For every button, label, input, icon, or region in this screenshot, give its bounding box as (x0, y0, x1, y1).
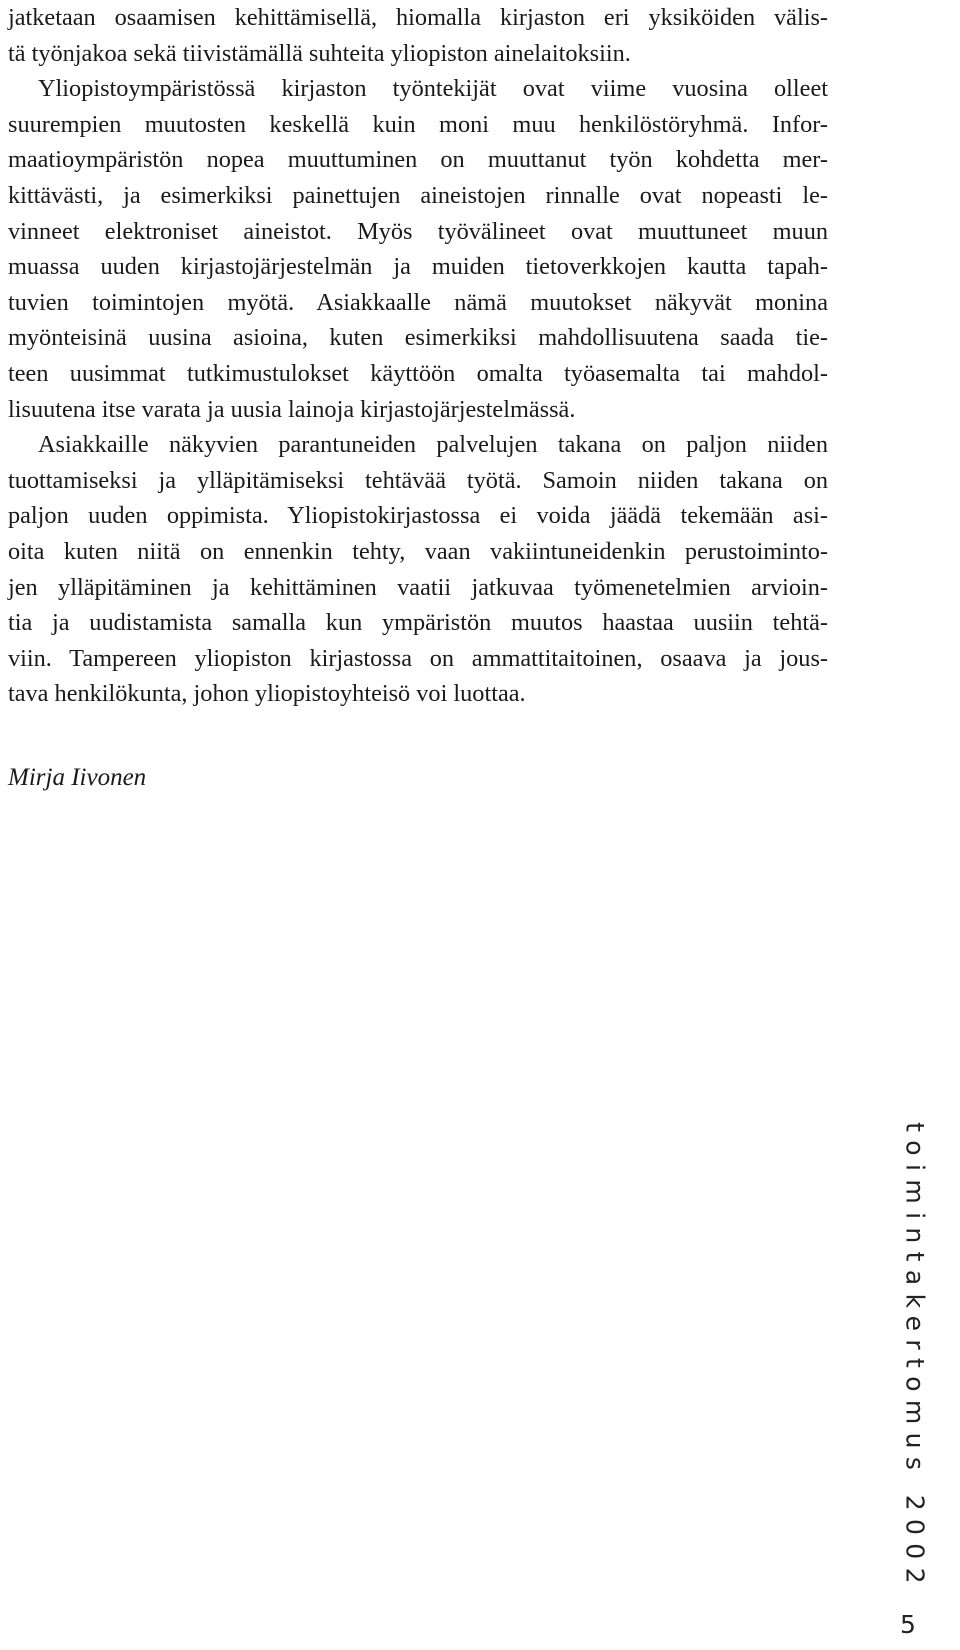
text-line: Asiakkaille näkyvien parantuneiden palvelujen takana on paljon niiden (38, 431, 828, 459)
text-line: jatketaan osaamisen kehittämisellä, hiomalla kirjaston eri yksiköiden välis- (8, 4, 828, 31)
text-line: suurempien muutosten keskellä kuin moni muu henkilöstöryhmä. Infor- (8, 110, 828, 138)
text-line: tava henkilökunta, johon yliopistoyhteisö voi luottaa. (8, 680, 526, 708)
text-line: tia ja uudistamista samalla kun ympäristön muutos haastaa uusiin tehtä- (8, 609, 828, 637)
text-line: lisuutena itse varata ja uusia lainoja kirjastojärjestelmässä. (8, 395, 576, 423)
text-line: oita kuten niitä on ennenkin tehty, vaan vakiintuneidenkin perustoiminto- (8, 537, 828, 565)
text-line: myönteisinä uusina asioina, kuten esimerkiksi mahdollisuutena saada tie- (8, 324, 828, 352)
text-line: kittävästi, ja esimerkiksi painettujen aineistojen rinnalle ovat nopeasti le- (8, 181, 828, 209)
text-line: tä työnjakoa sekä tiivistämällä suhteita yliopiston ainelaitoksiin. (8, 39, 631, 67)
text-line: Yliopistoympäristössä kirjaston työntekijät ovat viime vuosina olleet (38, 75, 828, 103)
text-line: vinneet elektroniset aineistot. Myös työvälineet ovat muuttuneet muun (8, 217, 828, 245)
text-line: paljon uuden oppimista. Yliopistokirjastossa ei voida jäädä tekemään asi- (8, 502, 828, 530)
text-line: tuvien toimintojen myötä. Asiakkaalle nämä muutokset näkyvät monina (8, 288, 828, 316)
text-line: muassa uuden kirjastojärjestelmän ja muiden tietoverkkojen kautta tapah- (8, 253, 828, 281)
side-title: toimintakertomus 2002 (900, 1122, 930, 1592)
text-line: teen uusimmat tutkimustulokset käyttöön omalta työasemalta tai mahdol- (8, 359, 828, 387)
text-line: maatioympäristön nopea muuttuminen on muuttanut työn kohdetta mer- (8, 146, 828, 174)
text-line: viin. Tampereen yliopiston kirjastossa on ammattitaitoinen, osaava ja jous- (8, 644, 828, 672)
author-signature: Mirja Iivonen (8, 764, 147, 791)
page-number: 5 (900, 1610, 916, 1639)
text-line: jen ylläpitäminen ja kehittäminen vaatii jatkuvaa työmenetelmien arvioin- (8, 573, 828, 601)
body-text (8, 0, 828, 712)
text-line: tuottamiseksi ja ylläpitämiseksi tehtävää työtä. Samoin niiden takana on (8, 466, 828, 494)
